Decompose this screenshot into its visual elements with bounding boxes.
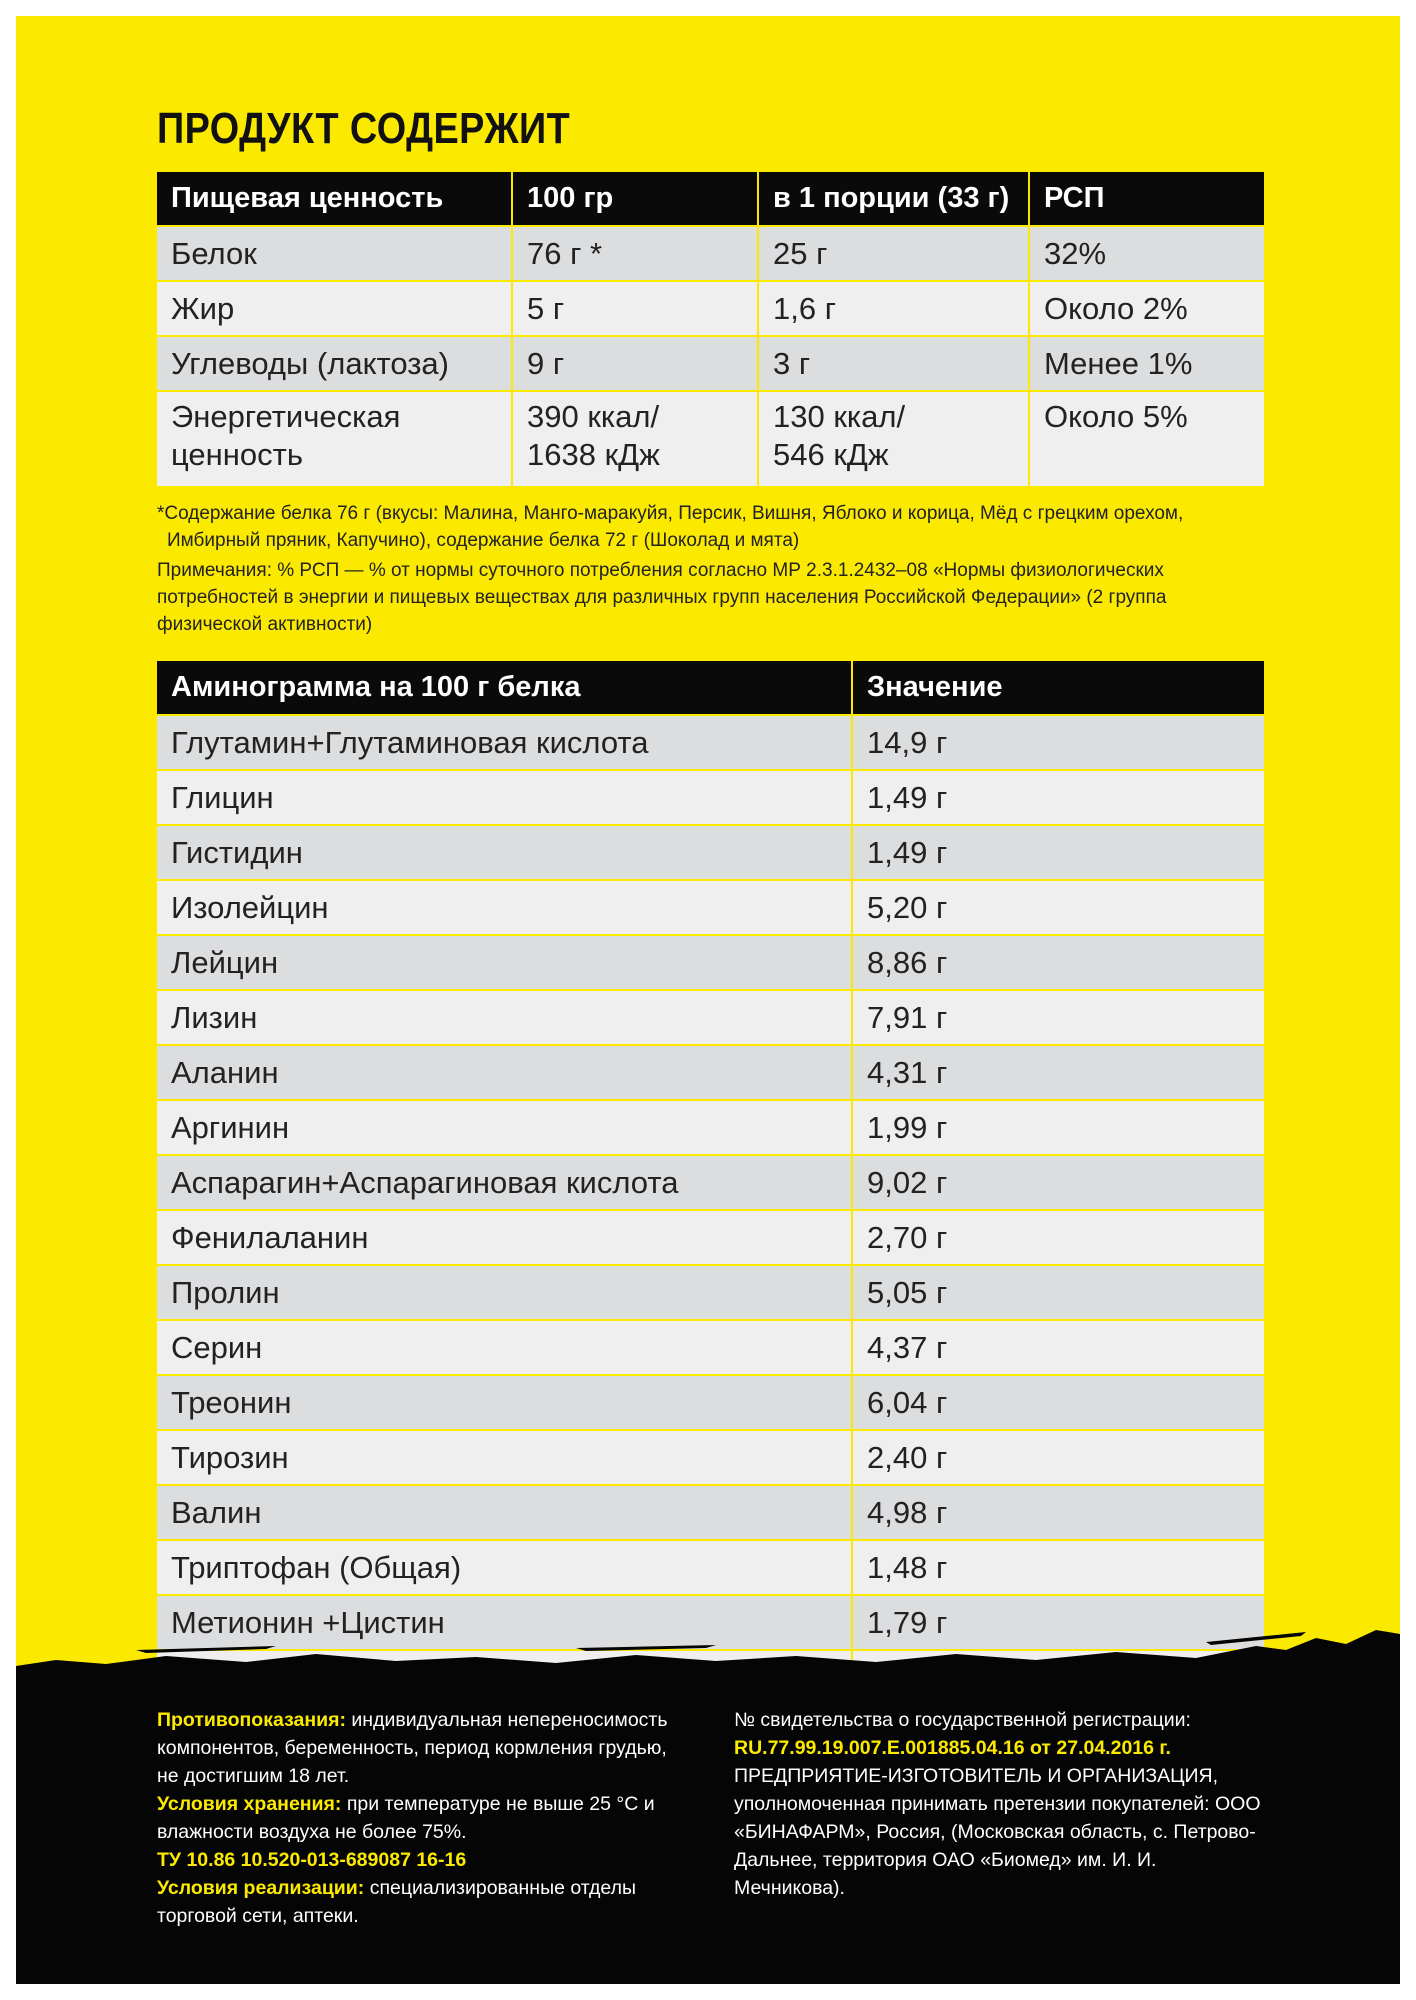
storage-label: Условия хранения: [157, 1793, 342, 1815]
sale-text: специализированные отделы торговой сети, аптеки. [157, 1877, 637, 1927]
amino-acid-name: Треонин [157, 1375, 852, 1430]
registration-number: RU.77.99.19.007.Е.001885.04.16 от 27.04.2016 г. [734, 1737, 1171, 1759]
amino-acid-value: 4,37 г [852, 1320, 1264, 1375]
energy-kcal: 130 ккал/ [773, 399, 906, 434]
nutrition-cell: Около 5% [1029, 391, 1264, 486]
amino-acid-name: Пролин [157, 1265, 852, 1320]
contraindications-text: индивидуальная непереносимость компонентов, беременность, период кормления грудью, не достигшим 18 лет. [157, 1709, 668, 1787]
storage-conditions [157, 1790, 677, 1846]
aminogram-header-value: Значение [852, 661, 1264, 715]
page-title: ПРОДУКТ СОДЕРЖИТ [157, 104, 571, 153]
footer-right-column [734, 1706, 1264, 1902]
tu-number: ТУ 10.86 10.520-013-689087 16-16 [157, 1849, 467, 1871]
amino-acid-value: 4,98 г [852, 1485, 1264, 1540]
aminogram-row [157, 1540, 1264, 1595]
contraindications-label: Противопоказания: [157, 1709, 346, 1731]
amino-acid-value: 1,79 г [852, 1595, 1264, 1650]
amino-acid-value: 6,04 г [852, 1375, 1264, 1430]
amino-acid-value: 9,02 г [852, 1155, 1264, 1210]
amino-acid-name: Валин [157, 1485, 852, 1540]
nutrition-row-fat [157, 281, 1264, 336]
aminogram-row [157, 1210, 1264, 1265]
nutrition-cell: 5 г [512, 281, 758, 336]
amino-acid-name: Серин [157, 1320, 852, 1375]
nutrition-header-row [157, 172, 1264, 226]
registration-label: № свидетельства о государственной регистрации: [734, 1709, 1191, 1731]
aminogram-row [157, 1320, 1264, 1375]
aminogram-row [157, 715, 1264, 770]
nutrition-header-portion: в 1 порции (33 г) [758, 172, 1029, 226]
aminogram-row [157, 1265, 1264, 1320]
amino-acid-value: 4,31 г [852, 1045, 1264, 1100]
aminogram-rows [157, 715, 1264, 1704]
amino-acid-name: Фенилаланин [157, 1210, 852, 1265]
amino-acid-name: Метионин +Цистин [157, 1595, 852, 1650]
nutrition-cell: Белок [157, 226, 512, 281]
protein-footnote [157, 500, 1267, 554]
aminogram-row [157, 1045, 1264, 1100]
label-sheet [16, 16, 1400, 1984]
aminogram-row [157, 1430, 1264, 1485]
amino-acid-value: 7,91 г [852, 990, 1264, 1045]
aminogram-row [157, 1485, 1264, 1540]
nutrition-header-100g: 100 гр [512, 172, 758, 226]
sale-label: Условия реализации: [157, 1877, 365, 1899]
aminogram-row [157, 1100, 1264, 1155]
amino-acid-name: Тирозин [157, 1430, 852, 1485]
aminogram-row [157, 825, 1264, 880]
nutrition-cell: Энергетическая ценность [157, 391, 512, 486]
nutrition-cell: 1,6 г [758, 281, 1029, 336]
protein-footnote-line1: *Содержание белка 76 г (вкусы: Малина, Манго-маракуйя, Персик, Вишня, Яблоко и корица, Мёд с грецким орехом, [157, 503, 1184, 524]
nutrition-cell: Около 2% [1029, 281, 1264, 336]
nutrition-cell: 25 г [758, 226, 1029, 281]
aminogram-row [157, 990, 1264, 1045]
nutrition-cell: Менее 1% [1029, 336, 1264, 391]
amino-acid-name: Глутамин+Глутаминовая кислота [157, 715, 852, 770]
energy-kj: 1638 кДж [527, 437, 660, 472]
nutrition-row-protein [157, 226, 1264, 281]
aminogram-row [157, 1155, 1264, 1210]
amino-acid-value: 1,48 г [852, 1540, 1264, 1595]
amino-acid-value: 2,40 г [852, 1430, 1264, 1485]
nutrition-row-carbs [157, 336, 1264, 391]
amino-acid-name: Триптофан (Общая) [157, 1540, 852, 1595]
amino-acid-value: 1,99 г [852, 1100, 1264, 1155]
nutrition-cell: 9 г [512, 336, 758, 391]
amino-acid-value: 1,49 г [852, 825, 1264, 880]
aminogram-header-row [157, 661, 1264, 715]
amino-acid-name: Лейцин [157, 935, 852, 990]
nutrition-cell-energy-portion [758, 391, 1029, 486]
sale-conditions [157, 1874, 677, 1930]
nutrition-cell: Углеводы (лактоза) [157, 336, 512, 391]
amino-acid-name: Аланин [157, 1045, 852, 1100]
amino-acid-name: Аргинин [157, 1100, 852, 1155]
nutrition-header-rsp: РСП [1029, 172, 1264, 226]
storage-text: при температуре не выше 25 °С и влажности воздуха не более 75%. [157, 1793, 655, 1843]
amino-acid-name: Аспарагин+Аспарагиновая кислота [157, 1155, 852, 1210]
amino-acid-value: 5,05 г [852, 1265, 1264, 1320]
amino-acid-value: 5,20 г [852, 880, 1264, 935]
amino-acid-name: Лизин [157, 990, 852, 1045]
amino-acid-name: Гистидин [157, 825, 852, 880]
manufacturer-title: ПРЕДПРИЯТИЕ-ИЗГОТОВИТЕЛЬ И ОРГАНИЗАЦИЯ, [734, 1765, 1219, 1787]
amino-acid-name: Изолейцин [157, 880, 852, 935]
aminogram-row [157, 935, 1264, 990]
footnotes [157, 500, 1267, 641]
amino-acid-value: 14,9 г [852, 715, 1264, 770]
aminogram-header-name: Аминограмма на 100 г белка [157, 661, 852, 715]
nutrition-cell: 76 г * [512, 226, 758, 281]
manufacturer-text: уполномоченная принимать претензии покупателей: ООО «БИНАФАРМ», Россия, (Московская область, с. Петрово-Дальнее, территория ОАО «Биомед» им. И. И. Мечникова). [734, 1793, 1261, 1899]
amino-acid-value: 1,49 г [852, 770, 1264, 825]
brush-stroke-divider [16, 1616, 1400, 1686]
info-footer [16, 1684, 1400, 1984]
aminogram-row [157, 770, 1264, 825]
protein-footnote-line2: Имбирный пряник, Капучино), содержание белка 72 г (Шоколад и мята) [167, 530, 800, 551]
aminogram-row [157, 1375, 1264, 1430]
amino-acid-value: 2,70 г [852, 1210, 1264, 1265]
amino-acid-value: 8,86 г [852, 935, 1264, 990]
aminogram-table [157, 661, 1264, 1704]
contraindications [157, 1706, 677, 1790]
rsp-remarks: Примечания: % РСП — % от нормы суточного потребления согласно МР 2.3.1.2432–08 «Нормы физиологических потребностей в энергии и пищевых веществах для различных групп населения Российской Федерации» (2 группа физической активности) [157, 560, 1167, 635]
energy-kcal: 390 ккал/ [527, 399, 660, 434]
nutrition-table [157, 172, 1264, 486]
energy-kj: 546 кДж [773, 437, 889, 472]
nutrition-row-energy [157, 391, 1264, 486]
nutrition-cell: Жир [157, 281, 512, 336]
nutrition-cell: 32% [1029, 226, 1264, 281]
aminogram-row [157, 880, 1264, 935]
footer-left-column [157, 1706, 677, 1930]
nutrition-cell-energy-100g [512, 391, 758, 486]
nutrition-header-name: Пищевая ценность [157, 172, 512, 226]
amino-acid-name: Глицин [157, 770, 852, 825]
nutrition-cell: 3 г [758, 336, 1029, 391]
